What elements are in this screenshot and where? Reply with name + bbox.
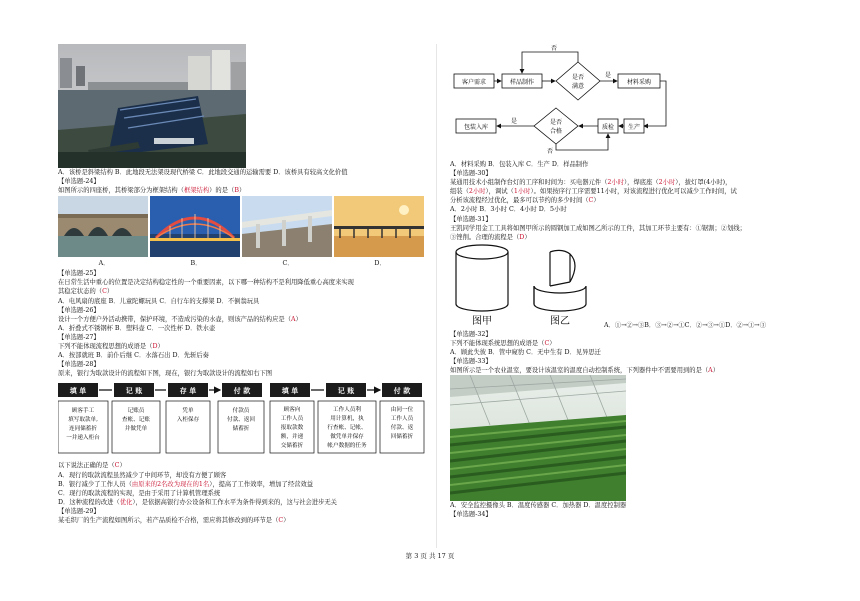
new-head-3: 付 款 xyxy=(393,387,411,396)
svg-text:一并递入柜台: 一并递入柜台 xyxy=(66,435,100,442)
q32-tag: 【单选题-32】 xyxy=(450,330,492,338)
q26-tag: 【单选题-26】 xyxy=(58,306,100,314)
q29-answer: C xyxy=(278,516,284,524)
city-bridge-photo xyxy=(58,44,246,168)
q31-line2: ③锉削。合理的流程是（D） xyxy=(450,233,531,241)
svg-text:付款、返回: 付款、返回 xyxy=(227,417,255,424)
greenhouse-photo xyxy=(450,375,626,501)
q28-answer: C xyxy=(114,462,120,470)
q28-option-b: B．银行减少了工作人员（由原来的2名改为现在的1名），提高了工作效率，增加了经营效益 xyxy=(58,480,314,488)
stone-arch-bridge-image xyxy=(58,196,148,257)
q31-tag: 【单选题-31】 xyxy=(450,215,492,223)
q30-line2: 组装（2小时），调试（1小时）。如果按序行工序需要11小时，对该流程进行优化可以减少工作时间，试 xyxy=(450,188,737,196)
svg-text:填写取款单,: 填写取款单, xyxy=(68,417,98,424)
svg-text:回储蓄折: 回储蓄折 xyxy=(390,434,414,441)
q28-option-d: D．这种流程的改进（优化），是依据高银行办公设备和工作水平为条件得到来的，这与社会进步无关 xyxy=(58,498,337,506)
svg-text:连同储蓄折: 连同储蓄折 xyxy=(69,426,97,433)
svg-text:报取款数: 报取款数 xyxy=(280,425,304,432)
q29-tag: 【单选题-29】 xyxy=(58,507,100,515)
svg-text:凭单: 凭单 xyxy=(182,408,194,415)
svg-text:样品制作: 样品制作 xyxy=(509,79,535,86)
q32-stem: 下列不能体现系统思想的成语是（C） xyxy=(450,339,556,347)
q23-options: A．该桥是斜梁结构 B．此地段无法架设现代桥梁 C．此地段交通的运输需要 D．该桥具有较高文化价值 xyxy=(58,169,348,176)
svg-text:付款员: 付款员 xyxy=(232,408,250,415)
q31-figures xyxy=(450,242,822,330)
svg-text:做凭单并保存: 做凭单并保存 xyxy=(330,434,364,441)
old-head-1: 填 单 xyxy=(69,387,87,396)
q24-stem: 如图所示的四座桥，其桥梁部分为框架结构（框架结构）的是（B） xyxy=(58,187,246,195)
q28-stem: 原来，银行为取款设计的流程如下图，现在，银行为取款设计的流程如右下图 xyxy=(58,370,273,378)
arch-truss-bridge-image xyxy=(150,196,240,257)
svg-text:质检: 质检 xyxy=(601,124,615,131)
q33-tag: 【单选题-33】 xyxy=(450,358,492,366)
svg-text:记账员: 记账员 xyxy=(127,408,145,415)
q29-options: A．材料采购 B．包装入库 C．生产 D．样品制作 xyxy=(450,161,589,168)
q31-options: A．①→②→③B．③→②→①C．②→③→①D．②→①→③ xyxy=(604,321,767,329)
qualified-decision xyxy=(534,108,578,144)
q28-option-a: A．现行的取款流程虽然减少了中间环节，却没有方便了顾客 xyxy=(58,471,227,479)
new-flow xyxy=(270,383,424,453)
page-footer: 第 3 页 共 17 页 xyxy=(405,552,455,560)
old-head-4: 付 款 xyxy=(233,387,251,396)
fig-jia-label: 图甲 xyxy=(472,315,492,327)
bridge-labels xyxy=(58,257,426,269)
production-flowchart xyxy=(450,44,670,154)
q32-answer: C xyxy=(544,339,550,347)
bridge-images xyxy=(58,196,426,257)
new-head-2: 记 账 xyxy=(337,387,355,396)
svg-text:材料采购: 材料采购 xyxy=(626,79,652,86)
q30-line1: 某通用技术小组制作台灯的工序和时间为：买电器元件（2小时），焊底座（2小时），拔灯罩(4小时)， xyxy=(450,179,732,187)
svg-text:否: 否 xyxy=(546,148,554,154)
q30-options: A．2小时 B．3小时 C．4小时 D．5小时 xyxy=(450,206,567,214)
svg-text:是否: 是否 xyxy=(571,74,585,81)
q31-line1: 王凯同学用金工工具将如图甲所示的圆钢加工成如图乙所示的工件，其加工环节主要有：①锯割；②划线； xyxy=(450,224,746,232)
q30-line3: 分析该流程经过优化，最多可以节约的多少时间（C） xyxy=(450,197,600,205)
svg-text:是: 是 xyxy=(604,72,612,79)
svg-text:并做凭单: 并做凭单 xyxy=(124,426,148,433)
svg-text:否: 否 xyxy=(550,45,558,52)
q26-answer: A xyxy=(290,315,296,323)
q25-tag: 【单选题-25】 xyxy=(58,270,100,278)
svg-text:帐户数据的任务: 帐户数据的任务 xyxy=(327,443,367,450)
q33-stem: 如图所示是一个农业温室，要设计该温室的温度自动控制系统，下列器件中不需要用到的是（A） xyxy=(450,367,720,375)
svg-text:用计算机，执: 用计算机，执 xyxy=(330,416,364,423)
q25-answer: C xyxy=(102,288,107,296)
svg-text:客户需求: 客户需求 xyxy=(461,79,487,86)
q25-stem-line1: 在日常生活中重心的位置是决定结构稳定性的一个重要因素，以下哪一种结构不是利用降低重心高度来实现 xyxy=(58,279,354,287)
bank-flow-diagrams xyxy=(58,381,426,459)
beam-bridge-image xyxy=(242,196,332,257)
q24-tag: 【单选题-24】 xyxy=(58,178,100,186)
svg-text:合格: 合格 xyxy=(549,128,563,135)
bridge-label-c: C． xyxy=(282,259,294,267)
old-head-2: 记 账 xyxy=(125,387,143,396)
fig-yi-label: 图乙 xyxy=(550,315,570,327)
svg-text:满意: 满意 xyxy=(571,83,585,90)
svg-text:工作人员利: 工作人员利 xyxy=(333,407,361,414)
svg-text:顾客手工: 顾客手工 xyxy=(71,408,95,415)
left-column xyxy=(58,44,426,525)
old-head-3: 存 单 xyxy=(179,387,197,396)
svg-text:行查帐、记帐、: 行查帐、记帐、 xyxy=(327,425,367,432)
q33-options: A．安全监控摄像头 B．温度传感器 C．加热器 D．温度控制器 xyxy=(450,502,627,510)
svg-text:工作人员: 工作人员 xyxy=(390,416,414,423)
q30-answer: C xyxy=(588,197,594,205)
q27-options: A．按部就班 B．前仆后继 C．水落石出 D．先斩后奏 xyxy=(58,352,209,360)
svg-text:付款、返: 付款、返 xyxy=(390,425,414,432)
right-column xyxy=(450,44,822,520)
svg-text:储蓄折: 储蓄折 xyxy=(232,426,250,433)
q25-options: A．电风扇的底座 B．儿童陀螺玩具 C．自行车的支撑架 D．不倒翁玩具 xyxy=(58,297,260,305)
q33-answer: A xyxy=(708,367,713,375)
svg-text:由同一位: 由同一位 xyxy=(390,407,414,414)
q29-stem: 某毛织厂的生产流程如图所示，若产品质检不合格，需应将其修改到的环节是（C） xyxy=(58,516,290,524)
old-flow xyxy=(58,383,264,453)
q24-highlight: 框架结构 xyxy=(183,187,210,195)
q26-options: A．折叠式不锈钢杯 B．塑料壶 C．一次性杯 D．铁水壶 xyxy=(58,324,216,332)
svg-text:顾客向: 顾客向 xyxy=(283,407,301,414)
q27-answer: D xyxy=(152,343,158,351)
q24-answer: B xyxy=(234,187,239,195)
svg-text:是: 是 xyxy=(510,118,518,125)
cylinder-figures xyxy=(450,242,600,330)
long-span-bridge-image xyxy=(334,196,424,257)
satisfied-decision xyxy=(556,62,600,100)
q27-tag: 【单选题-27】 xyxy=(58,333,100,341)
svg-text:交储蓄折: 交储蓄折 xyxy=(280,443,304,450)
q27-stem: 下列不能体现流程思想的成语是（D） xyxy=(58,343,164,351)
svg-text:额，并递: 额，并递 xyxy=(280,434,304,441)
svg-text:入柜保存: 入柜保存 xyxy=(176,417,200,424)
q31-answer: D xyxy=(519,233,525,241)
svg-text:是否: 是否 xyxy=(549,119,563,126)
bridge-label-b: B． xyxy=(190,259,202,267)
q34-tag: 【单选题-34】 xyxy=(450,511,492,519)
column-divider xyxy=(436,44,437,548)
bridge-label-d: D． xyxy=(374,259,386,267)
q30-tag: 【单选题-30】 xyxy=(450,170,492,178)
svg-text:查帐、记账: 查帐、记账 xyxy=(122,417,150,424)
svg-text:工作人员: 工作人员 xyxy=(280,416,304,423)
q25-stem-line2: 其稳定状态的（C） xyxy=(58,288,114,296)
new-head-1: 填 单 xyxy=(281,387,299,396)
svg-text:包装入库: 包装入库 xyxy=(463,124,489,131)
bridge-label-a: A． xyxy=(98,259,110,267)
q28-prompt: 以下说法正确的是（C） xyxy=(58,462,126,470)
q28-tag: 【单选题-28】 xyxy=(58,361,100,369)
q26-stem: 设计一个方便户外活动携带，保护环境，不造成污染的水壶，则该产品的结构应是（A） xyxy=(58,315,302,323)
q32-options: A．顾此失彼 B．管中窥豹 C．无中生有 D．见异思迁 xyxy=(450,349,601,357)
svg-text:生产: 生产 xyxy=(627,124,641,131)
q28-option-c: C．现行的取款流程的实现，是由于采用了计算机管理系统 xyxy=(58,489,221,497)
